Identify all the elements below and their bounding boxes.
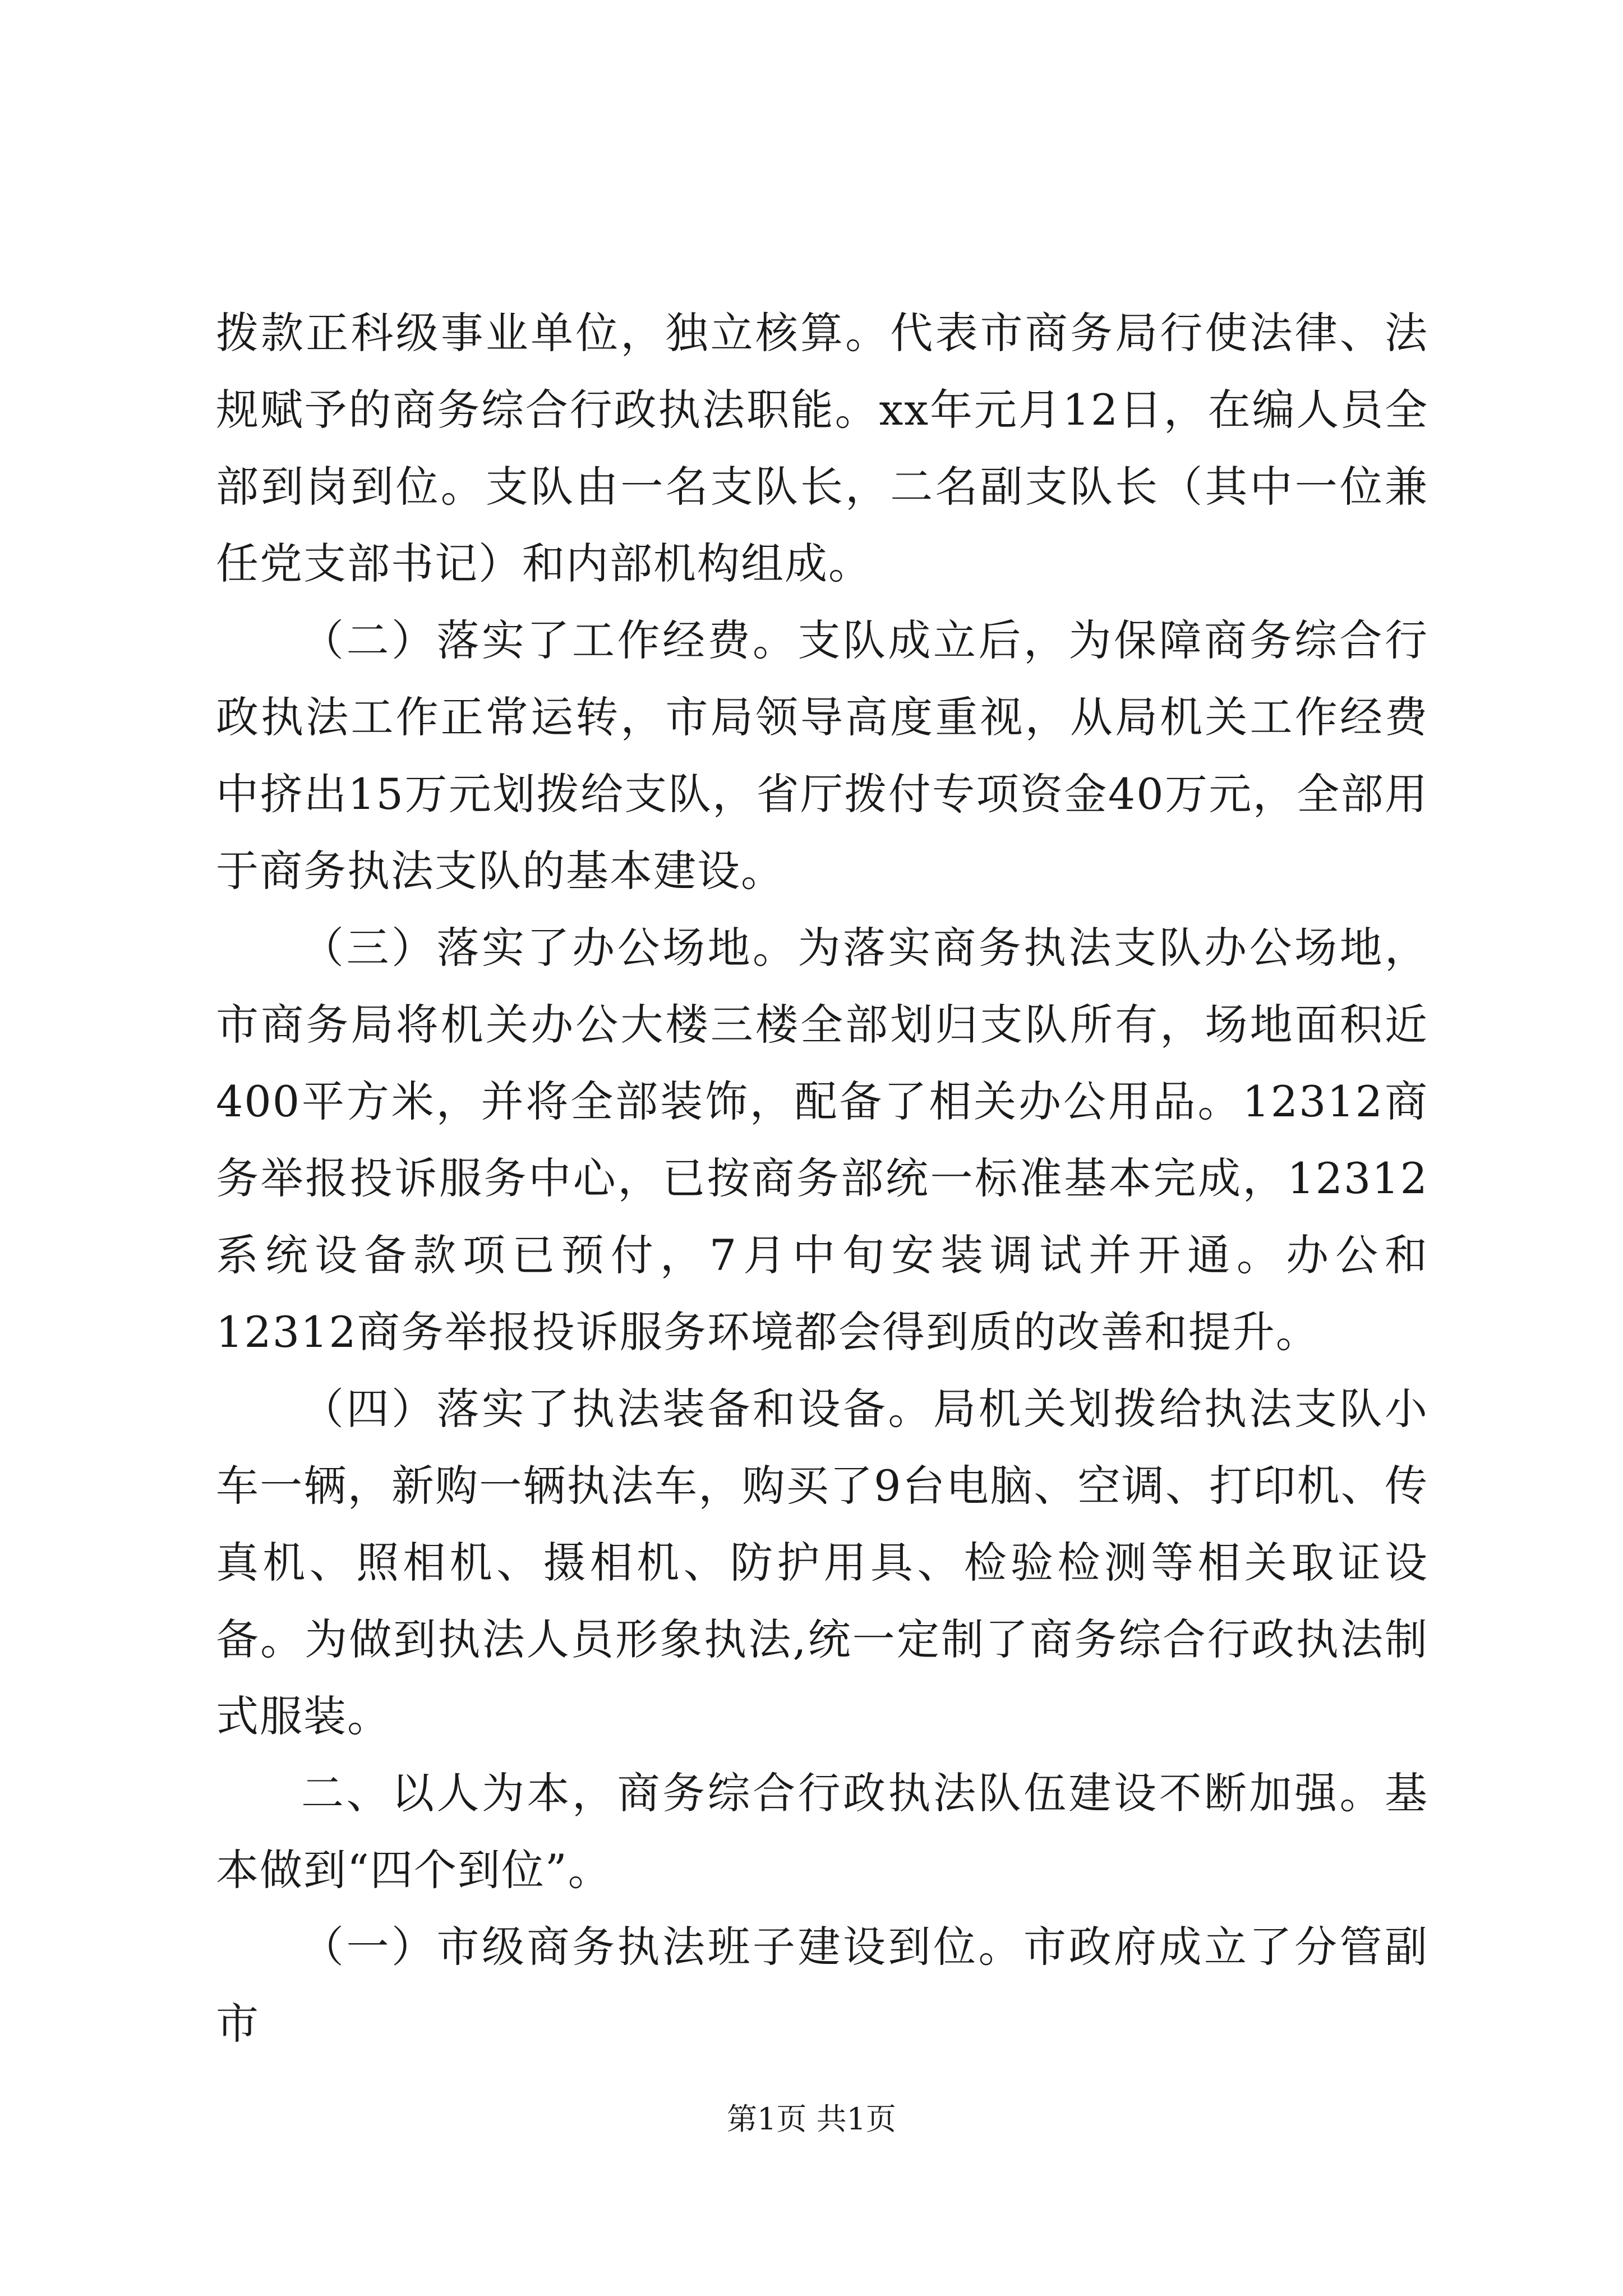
page-number-footer: 第1页 共1页	[727, 2101, 896, 2137]
paragraph-continued: 拨款正科级事业单位，独立核算。代表市商务局行使法律、法规赋予的商务综合行政执法职能。xx年元月12日，在编人员全部到岗到位。支队由一名支队长，二名副支队长（其中一位兼任党支部书记）和内部机构组成。	[216, 308, 1428, 588]
document-body	[216, 295, 1428, 2062]
paragraph-office-space: （三）落实了办公场地。为落实商务执法支队办公场地，市商务局将机关办公大楼三楼全部划归支队所有，场地面积近400平方米，并将全部装饰，配备了相关办公用品。12312商务举报投诉服务中心，已按商务部统一标准基本完成，12312系统设备款项已预付，7月中旬安装调试并开通。办公和12312商务举报投诉服务环境都会得到质的改善和提升。	[216, 923, 1428, 1357]
paragraph-leadership: （一）市级商务执法班子建设到位。市政府成立了分管副市	[216, 1922, 1428, 2049]
paragraph-funding: （二）落实了工作经费。支队成立后，为保障商务综合行政执法工作正常运转，市局领导高度重视，从局机关工作经费中挤出15万元划拨给支队，省厅拨付专项资金40万元，全部用于商务执法支队的基本建设。	[216, 615, 1428, 896]
paragraph-equipment: （四）落实了执法装备和设备。局机关划拨给执法支队小车一辆，新购一辆执法车，购买了9台电脑、空调、打印机、传真机、照相机、摄相机、防护用具、检验检测等相关取证设备。为做到执法人员形象执法,统一定制了商务综合行政执法制式服装。	[216, 1384, 1428, 1741]
paragraph-section-two: 二、以人为本，商务综合行政执法队伍建设不断加强。基本做到“四个到位”。	[216, 1768, 1428, 1895]
